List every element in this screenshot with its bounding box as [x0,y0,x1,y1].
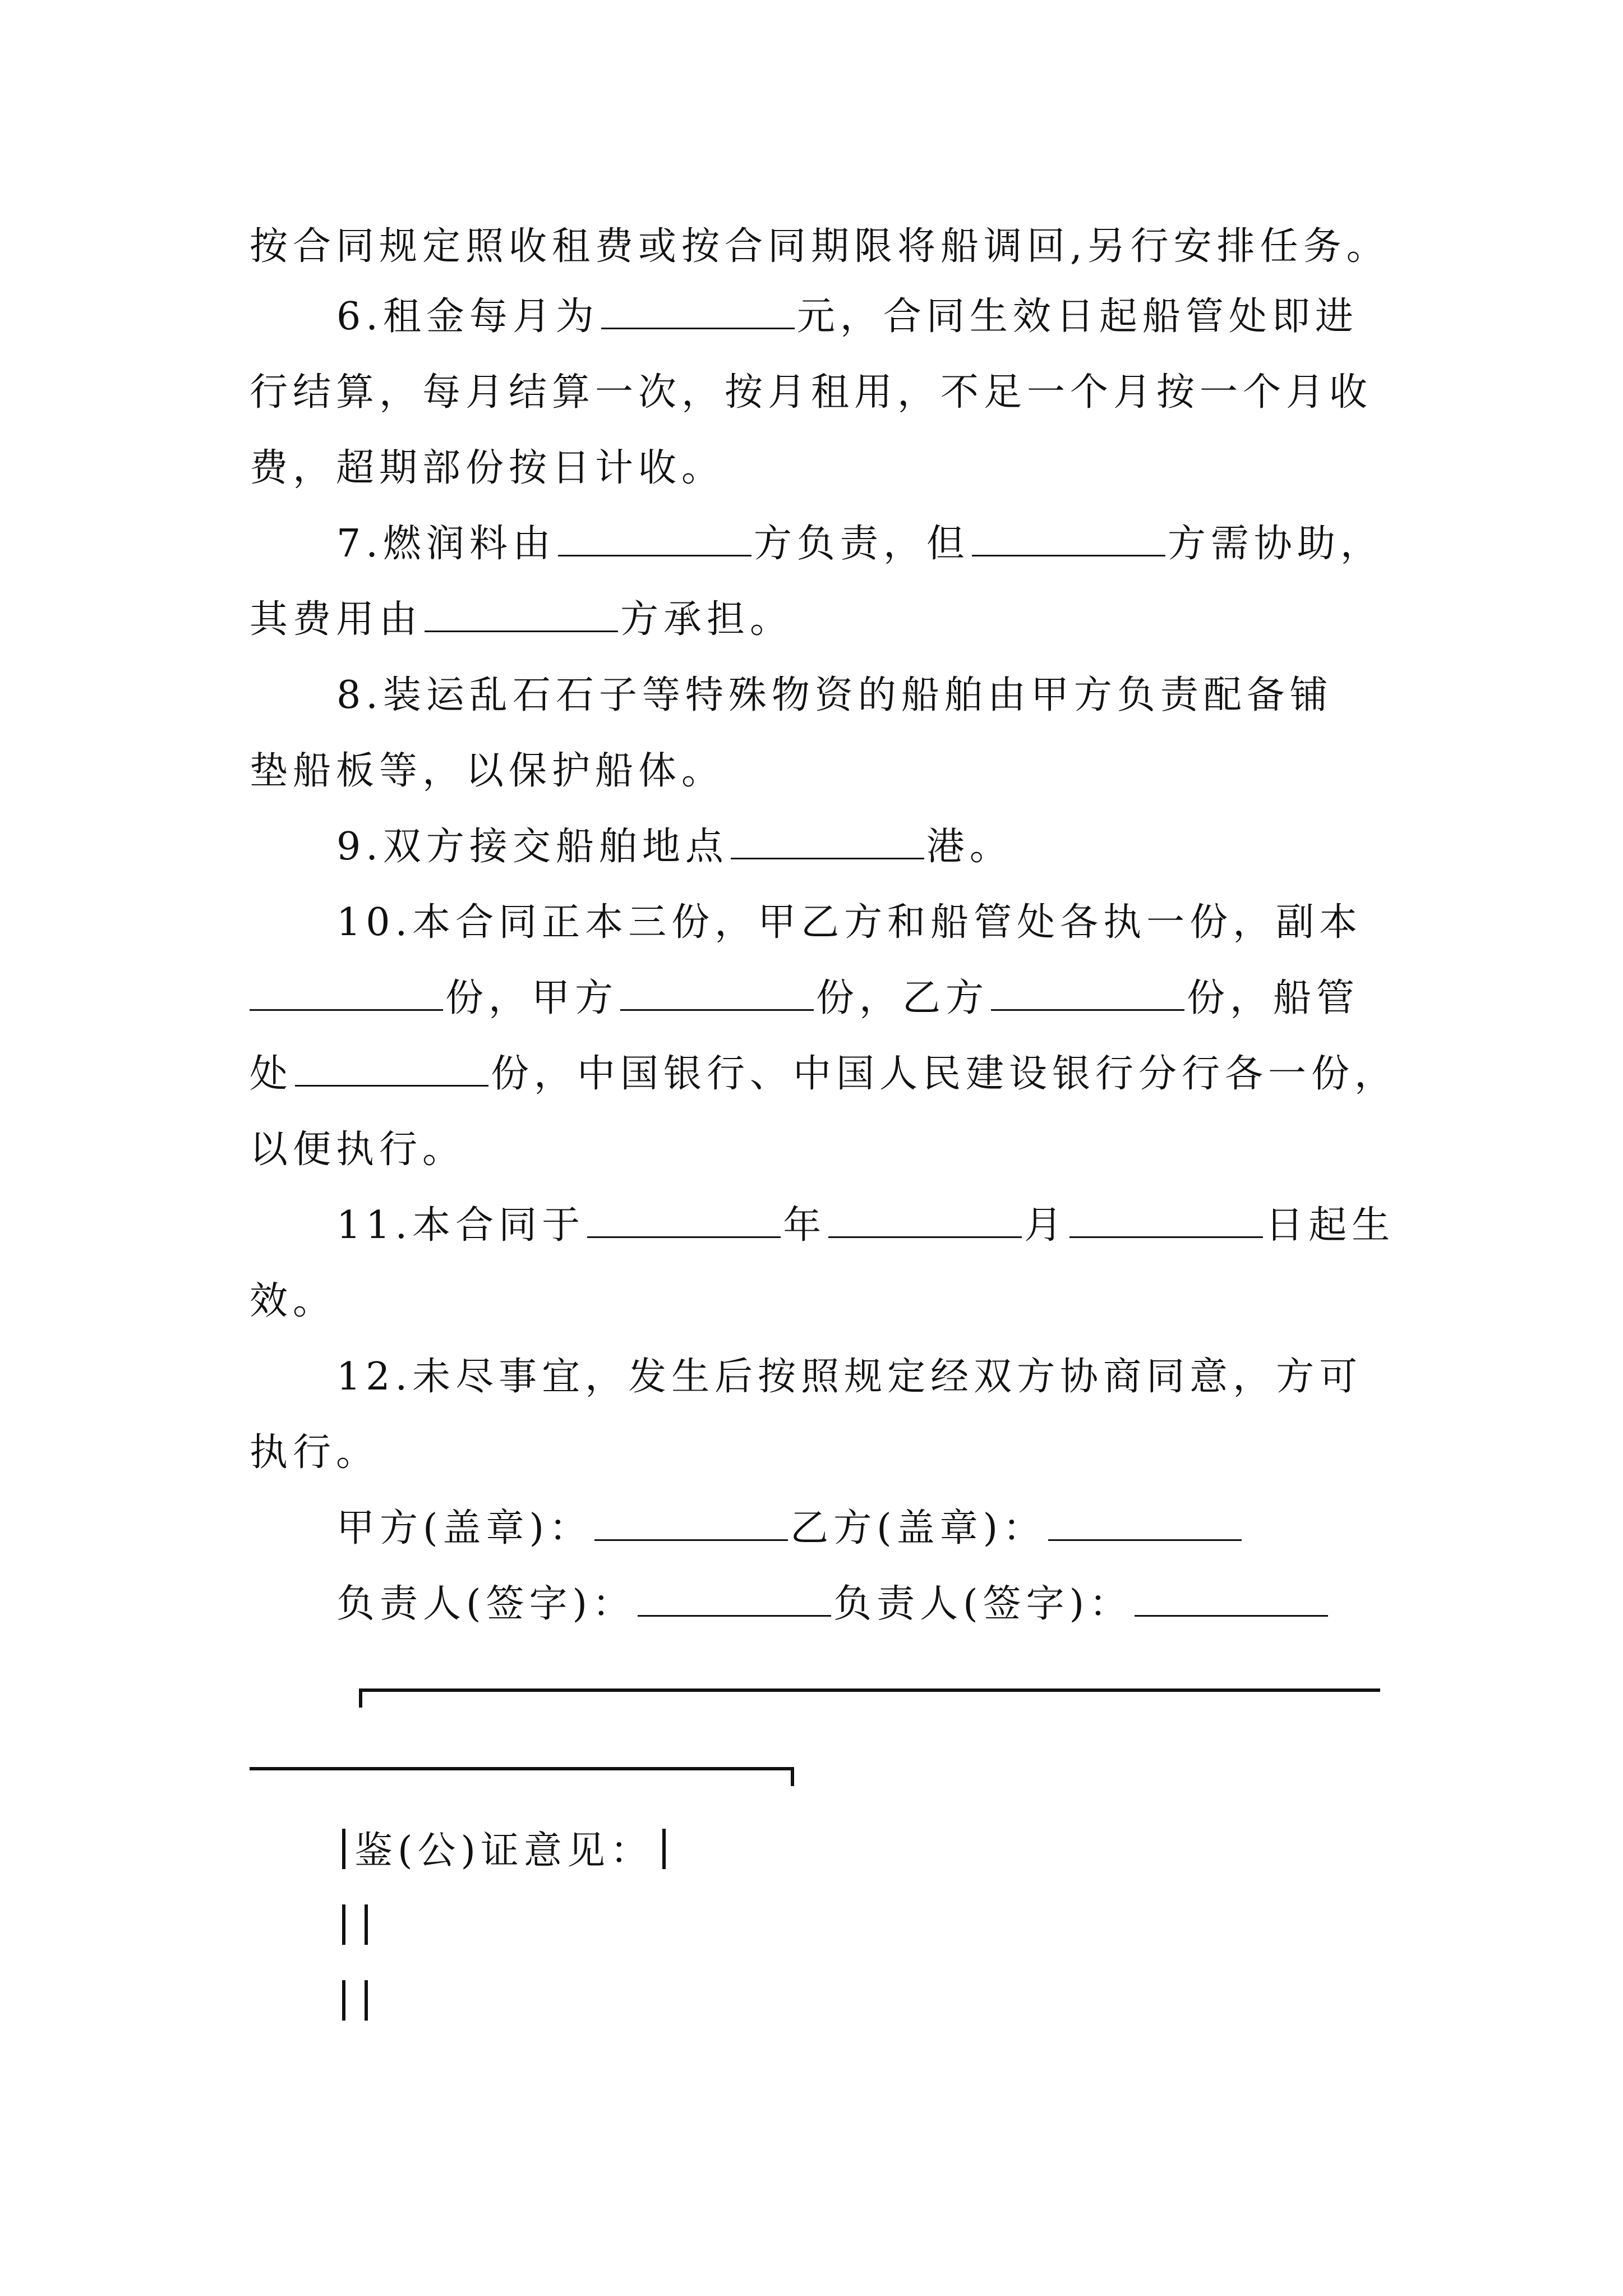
party-seal-line [336,1503,1486,1554]
line-text: 处 [250,1052,293,1096]
clause-11 [336,1200,1486,1251]
notarization-box-top-border-wrap [250,1767,794,1786]
blank-field [620,976,814,1011]
box-border-right [662,1829,666,1869]
box-border-left [342,1904,345,1945]
line-text: 垫船板等，以保护船体。 [250,749,725,793]
line-text: 方需协助， [1167,522,1384,566]
blank-field [1069,1203,1263,1238]
blank-field [731,824,924,859]
party-a-signatory-label: 负责人(签字)： [336,1582,636,1626]
party-a-seal-label: 甲方(盖章)： [336,1506,593,1550]
line-text: 6.租金每月为 [336,295,599,339]
line-text: 9.双方接交船舶地点 [336,825,728,869]
blank-field [250,976,443,1011]
blank-field [991,976,1184,1011]
text-line [250,973,1399,1024]
line-text: 份，甲方 [445,976,619,1020]
party-b-signatory-label: 负责人(签字)： [833,1582,1133,1626]
line-text: 其费用由 [250,597,423,642]
notarization-box-row [342,1977,1492,2028]
party-b-seal-blank [1048,1506,1242,1541]
notarization-opinion-label: 鉴(公)证意见： [354,1829,654,1873]
clause-8 [336,670,1486,721]
line-text: 执行。 [250,1430,380,1475]
text-line [250,746,1399,797]
blank-field [587,1203,781,1238]
line-text: 份，船管 [1187,976,1360,1020]
box-border-right [365,1904,368,1945]
line-text: 月 [1024,1203,1068,1248]
box-border-left [342,1829,345,1869]
clause-7 [336,519,1486,569]
clause-9 [336,822,1486,872]
box-border-left [342,1980,345,2021]
text-line [250,595,1399,645]
line-text: 12.未尽事宜，发生后按照规定经双方协商同意，方可 [336,1355,1363,1399]
text-line [250,443,1399,494]
box-border-right [365,1980,368,2021]
party-a-signatory-blank [638,1581,831,1617]
line-text: 效。 [250,1279,336,1323]
line-text: 方负责，但 [753,522,970,566]
line-text: 11.本合同于 [336,1203,585,1248]
line-text: 方承担。 [620,597,794,642]
line-text: 份，中国银行、中国人民建设银行分行各一份， [491,1052,1398,1096]
notarization-opinion-row [342,1826,1492,1876]
line-text: 行结算，每月结算一次，按月租用，不足一个月按一个月收 [250,370,1373,415]
blank-field [601,294,795,329]
notarization-box-row [342,1902,1492,1952]
text-line [250,1276,1399,1327]
line-text: 费，超期部份按日计收。 [250,446,725,490]
line-text: 年 [783,1203,827,1248]
party-a-seal-blank [594,1506,788,1541]
line-text: 港。 [926,825,1013,869]
text-line [250,367,1399,418]
line-text: 份，乙方 [816,976,989,1020]
text-line [250,1049,1399,1099]
text-line [250,222,1399,272]
blank-field [425,597,618,632]
clause-10 [336,898,1486,948]
blank-field [828,1203,1022,1238]
line-text: 按合同规定照收租费或按合同期限将船调回,另行安排任务。 [250,224,1390,269]
clause-12 [336,1352,1486,1402]
party-b-seal-label: 乙方(盖章)： [790,1506,1046,1550]
blank-field [295,1051,488,1087]
text-line [250,1428,1399,1478]
line-text: 以便执行。 [250,1128,466,1172]
line-text: 7.燃润料由 [336,522,556,566]
text-line [250,1125,1399,1175]
line-text: 元，合同生效日起船管处即进 [796,295,1358,339]
notarization-box-top-border [359,1688,1380,1708]
clause-6 [336,292,1486,342]
blank-field [558,521,751,556]
signatory-line [336,1579,1486,1630]
line-text: 10.本合同正本三份，甲乙方和船管处各执一份，副本 [336,900,1363,945]
party-b-signatory-blank [1135,1581,1328,1617]
line-text: 8.装运乱石石子等特殊物资的船舶由甲方负责配备铺 [336,673,1333,717]
blank-field [972,521,1165,556]
line-text: 日起生 [1265,1203,1395,1248]
